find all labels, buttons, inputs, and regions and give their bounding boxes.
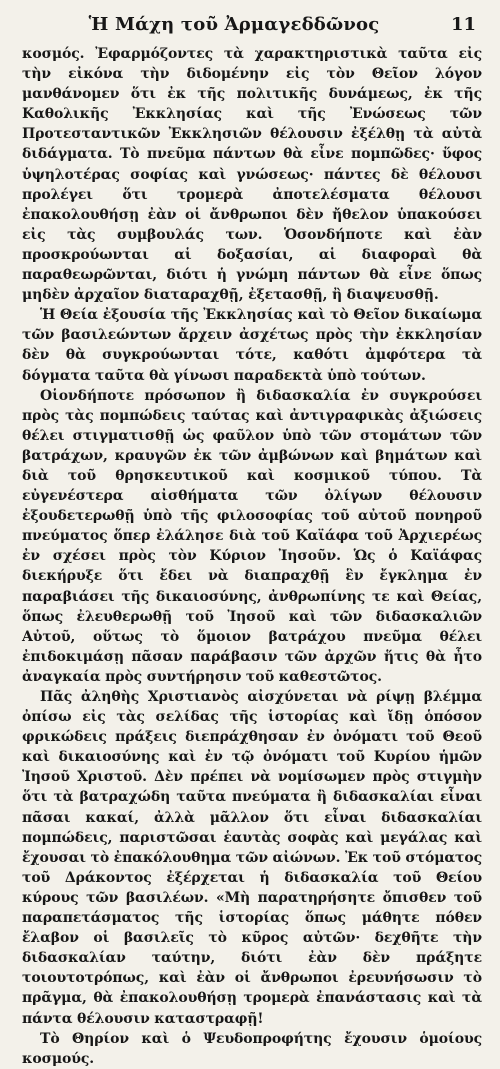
- running-title: Ἡ Μάχη τοῦ Ἀρμαγεδδῶνος: [88, 14, 380, 35]
- paragraph: κοσμός. Ἐφαρμόζοντες τὰ χαρακτηριστικὰ ταῦτα εἰς τὴν εἰκόνα τὴν διδομένην εἰς τὸν Θεῖον λόγον μανθάνομεν ὅτι ἐκ τῆς πολιτικῆς δυνάμεως, ἐκ τῆς Καθολικῆς Ἐκκλησίας καὶ τῆς Ἐνώσεως τῶν Προτεσταντικῶν Ἐκκλησιῶν θέλουσιν ἐξέλθῃ τὰ αὐτὰ διδάγματα. Τὸ πνεῦμα πάντων θὰ εἶνε πομπῶδες· ὕφος ὑψηλοτέρας σοφίας καὶ γνώσεως· πάντες δὲ θέλουσι προλέγει ὅτι τρομερὰ ἀποτελέσματα θέλουσι ἐπακολουθήσῃ ἐὰν οἱ ἄνθρωποι δὲν ἤθελον ὑπακούσει εἰς τὰς συμβουλάς των. Ὁσονδήποτε καὶ ἐὰν προσκρούωνται αἱ δοξασίαι, αἱ διαφοραὶ θὰ παραθεωρῶνται, διότι ἡ γνώμη πάντων θὰ εἶνε ὅπως μηδὲν ἀρχαῖον διαταραχθῇ, ἐξετασθῇ, ἢ διαψευσθῇ.: [22, 46, 482, 304]
- page-header: [22, 10, 482, 44]
- paragraph: Οἱονδήποτε πρόσωπον ἢ διδασκαλία ἐν συγκρούσει πρὸς τὰς πομπώδεις ταύτας καὶ ἀντιγραφικὰς ἀξιώσεις θέλει στιγματισθῇ ὡς φαῦλον ὑπὸ τῶν στομάτων τῶν βατράχων, κραυγῶν ἐκ τῶν ἀμβώνων καὶ βημάτων καὶ διὰ τοῦ θρησκευτικοῦ καὶ κοσμικοῦ τύπου. Τὰ εὐγενέστερα αἰσθήματα τῶν ὀλίγων θέλουσιν ἐξουδετερωθῇ ὑπὸ τῆς φιλοσοφίας τοῦ αὐτοῦ πονηροῦ πνεύματος ὅπερ ἐλάλησε διὰ τοῦ Καϊάφα τοῦ Ἀρχιερέως ἐν σχέσει πρὸς τὸν Κύριον Ἰησοῦν. Ὡς ὁ Καϊάφας διεκήρυξε ὅτι ἔδει νὰ διαπραχθῇ ἓν ἔγκλημα ἐν παραβιάσει τῆς δικαιοσύνης, ἀνθρωπίνης τε καὶ Θείας, ὅπως ἐλευθερωθῇ τοῦ Ἰησοῦ καὶ τῶν διδασκαλιῶν Αὐτοῦ, οὕτως τὸ ὅμοιον βατράχου πνεῦμα θέλει ἐπιδοκιμάσῃ πᾶσαν παράβασιν τῶν ἀρχῶν ἥτις θὰ ἦτο ἀναγκαία πρὸς συντήρησιν τοῦ καθεστῶτος.: [22, 387, 482, 685]
- page-body: [22, 44, 482, 1069]
- paragraph: Ἡ Θεία ἐξουσία τῆς Ἐκκλησίας καὶ τὸ Θεῖον δικαίωμα τῶν βασιλεώντων ἄρχειν ἀσχέτως πρὸς τὴν ἐκκλησίαν δὲν θὰ συγκρούωνται τότε, καθότι ἀμφότερα τὰ δόγματα ταῦτα θὰ γίνωσι παραδεκτὰ ὑπὸ τούτων.: [22, 307, 482, 384]
- paragraph: Πᾶς ἀληθὴς Χριστιανὸς αἰσχύνεται νὰ ρίψῃ βλέμμα ὀπίσω εἰς τὰς σελίδας τῆς ἱστορίας καὶ ἴδῃ ὁπόσον φρικώδεις πράξεις διεπράχθησαν ἐν ὀνόματι τοῦ Θεοῦ καὶ δικαιοσύνης καὶ ἐν τῷ ὀνόματι τοῦ Κυρίου ἡμῶν Ἰησοῦ Χριστοῦ. Δὲν πρέπει νὰ νομίσωμεν πρὸς στιγμὴν ὅτι τὰ βατραχώδη ταῦτα πνεύματα ἢ διδασκαλίαι εἶναι πᾶσαι κακαί, ἀλλὰ μᾶλλον ὅτι εἶναι διδασκαλίαι πομπώδεις, παριστῶσαι ἑαυτὰς σοφὰς καὶ μεγάλας καὶ ἔχουσαι τὸ ἐπακόλουθημα τῶν αἰώνων. Ἐκ τοῦ στόματος τοῦ Δράκοντος ἐξέρχεται ἡ διδασκαλία τοῦ Θείου κύρους τῶν βασιλέων. «Μὴ παρατηρήσητε ὄπισθεν τοῦ παραπετάσματος τῆς ἱστορίας ὅπως μάθητε πόθεν ἔλαβον οἱ βασιλεῖς τὸ κῦρος αὐτῶν· δεχθῆτε τὴν διδασκαλίαν ταύτην, διότι ἐὰν δὲν πράξητε τοιουτοτρόπως, καὶ ἐὰν οἱ ἄνθρωποι ἐρευνήσωσιν τὸ πρᾶγμα, θὰ ἐπακολουθήσῃ τρομερὰ ἐπανάστασις καὶ τὰ πάντα θέλουσιν καταστραφῇ!: [22, 689, 482, 1027]
- paragraph: Τὸ Θηρίον καὶ ὁ Ψευδοπροφήτης ἔχουσιν ὁμοίους κοσμούς.: [22, 1030, 482, 1067]
- page-number: 11: [450, 14, 476, 35]
